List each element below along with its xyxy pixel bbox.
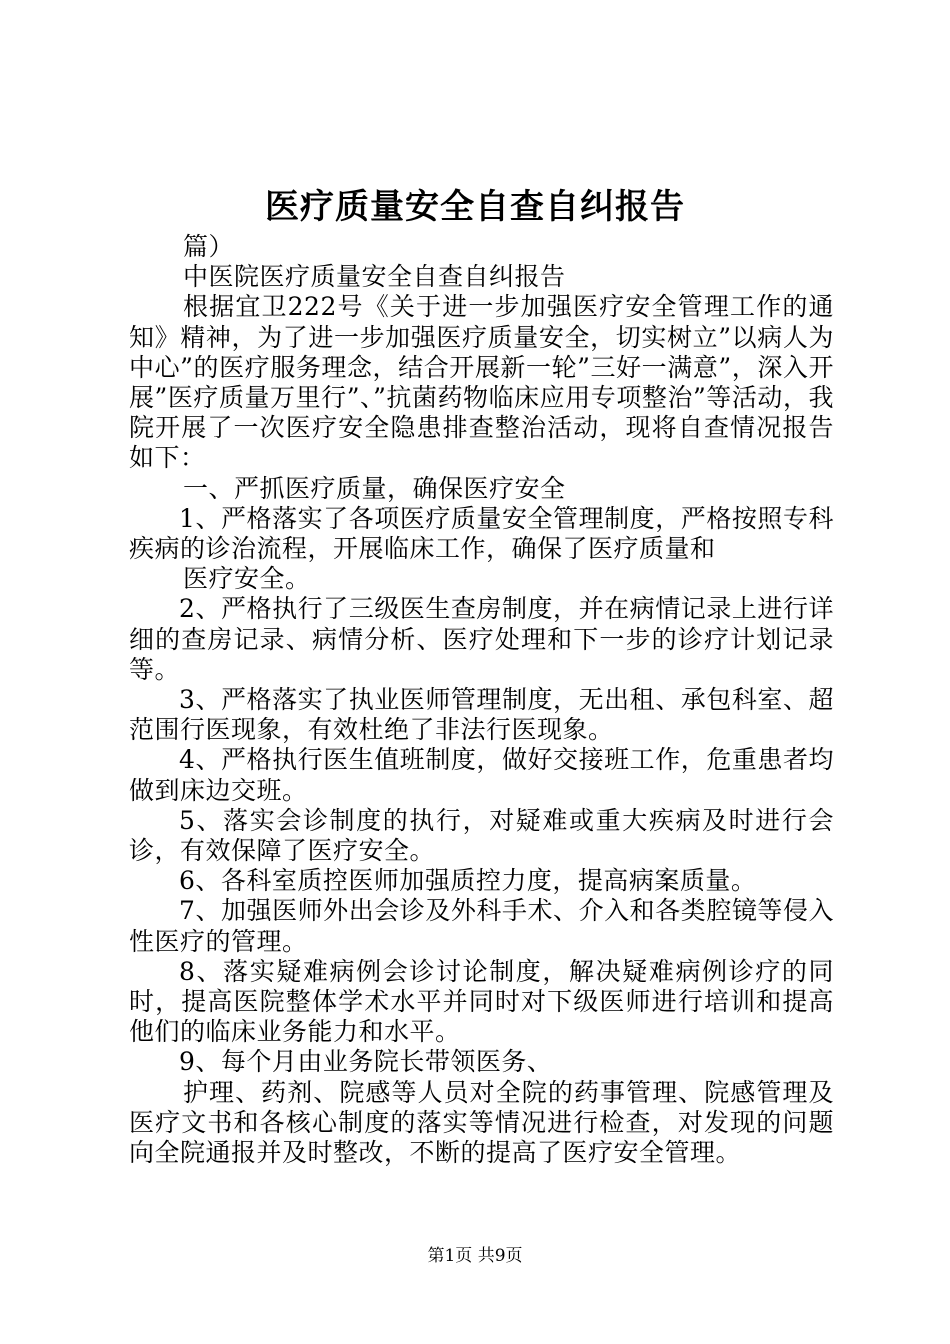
list-item: 2、严格执行了三级医生查房制度，并在病情记录上进行详细的查房记录、病情分析、医疗处理和下一步的诊疗计划记录等。 <box>129 594 834 684</box>
list-item: 3、严格落实了执业医师管理制度，无出租、承包科室、超范围行医现象，有效杜绝了非法行医现象。 <box>129 685 834 745</box>
page-footer: 第1页 共9页 <box>427 1246 523 1266</box>
list-item-continuation: 护理、药剂、院感等人员对全院的药事管理、院感管理及医疗文书和各核心制度的落实等情况进行检查，对发现的问题向全院通报并及时整改，不断的提高了医疗安全管理。 <box>129 1077 834 1168</box>
paragraph-intro: 篇） <box>183 232 235 261</box>
document-body <box>129 232 834 1168</box>
list-item: 9、每个月由业务院长带领医务、 <box>179 1047 553 1077</box>
paragraph-subtitle: 中医院医疗质量安全自查自纠报告 <box>183 262 566 292</box>
list-item: 8、落实疑难病例会诊讨论制度，解决疑难病例诊疗的同时，提高医院整体学术水平并同时对下级医师进行培训和提高他们的临床业务能力和水平。 <box>129 956 834 1047</box>
list-item: 1、严格落实了各项医疗质量安全管理制度，严格按照专科疾病的诊治流程，开展临床工作，确保了医疗质量和 <box>129 503 834 564</box>
paragraph-preamble: 根据宜卫222号《关于进一步加强医疗安全管理工作的通知》精神，为了进一步加强医疗质量安全，切实树立”以病人为中心”的医疗服务理念，结合开展新一轮”三好一满意”，深入开展”医疗质量万里行”、”抗菌药物临床应用专项整治”等活动，我院开展了一次医疗安全隐患排查整治活动，现将自查情况报告如下： <box>129 292 834 473</box>
list-item: 5、落实会诊制度的执行，对疑难或重大疾病及时进行会诊，有效保障了医疗安全。 <box>129 805 834 866</box>
list-item: 7、加强医师外出会诊及外科手术、介入和各类腔镜等侵入性医疗的管理。 <box>129 896 834 956</box>
list-item: 6、各科室质控医师加强质控力度，提高病案质量。 <box>179 866 757 896</box>
list-item-continuation: 医疗安全。 <box>183 564 311 594</box>
list-item: 4、严格执行医生值班制度，做好交接班工作，危重患者均做到床边交班。 <box>129 745 834 805</box>
document-title: 医疗质量安全自查自纠报告 <box>265 187 685 227</box>
section-heading: 一、严抓医疗质量，确保医疗安全 <box>183 473 566 503</box>
